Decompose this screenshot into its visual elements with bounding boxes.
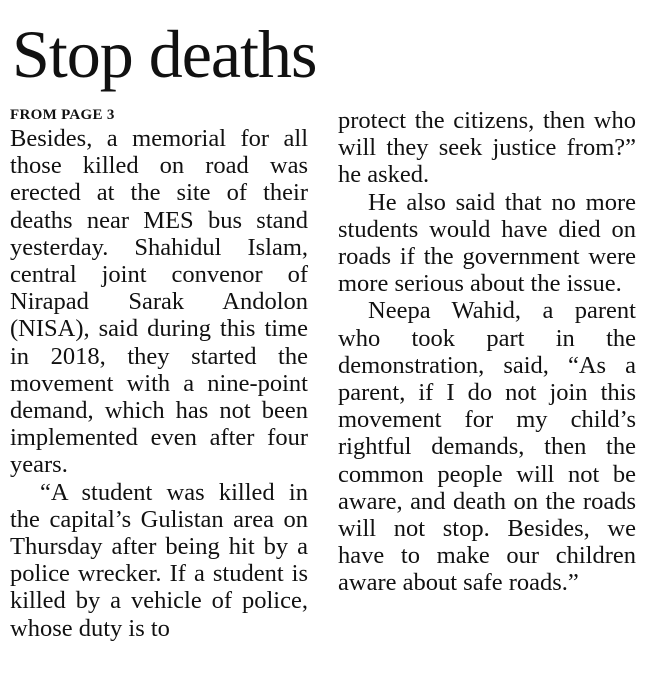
headline: Stop deaths [12,16,317,92]
paragraph: protect the citizens, then who will they seek justice from?” he asked. [338,107,636,189]
paragraph: “A student was killed in the capital’s Gulistan area on Thursday after being hit by a police wrecker. If a student is killed by a vehicle of police, whose duty is to [10,478,308,642]
continuation-kicker: FROM PAGE 3 [10,107,115,123]
paragraph: Besides, a memorial for all those killed on road was erected at the site of their deaths near MES bus stand yesterday. Shahidul Islam, central joint convenor of Nirapad Sarak Andolon (NISA), said during this time in 2018, they started the movement with a nine-point demand, which has not been implemented even after four years. [10,125,308,479]
paragraph: Neepa Wahid, a parent who took part in the demonstration, said, “As a parent, if I do not join this movement for my child’s rightful demands, then the common people will not be aware, and death on the roads will not stop. Besides, we have to make our children aware about safe roads.” [338,297,636,597]
article-column-right [338,107,636,597]
paragraph: He also said that no more students would have died on roads if the government were more serious about the issue. [338,188,636,298]
article-column-left [10,106,308,642]
